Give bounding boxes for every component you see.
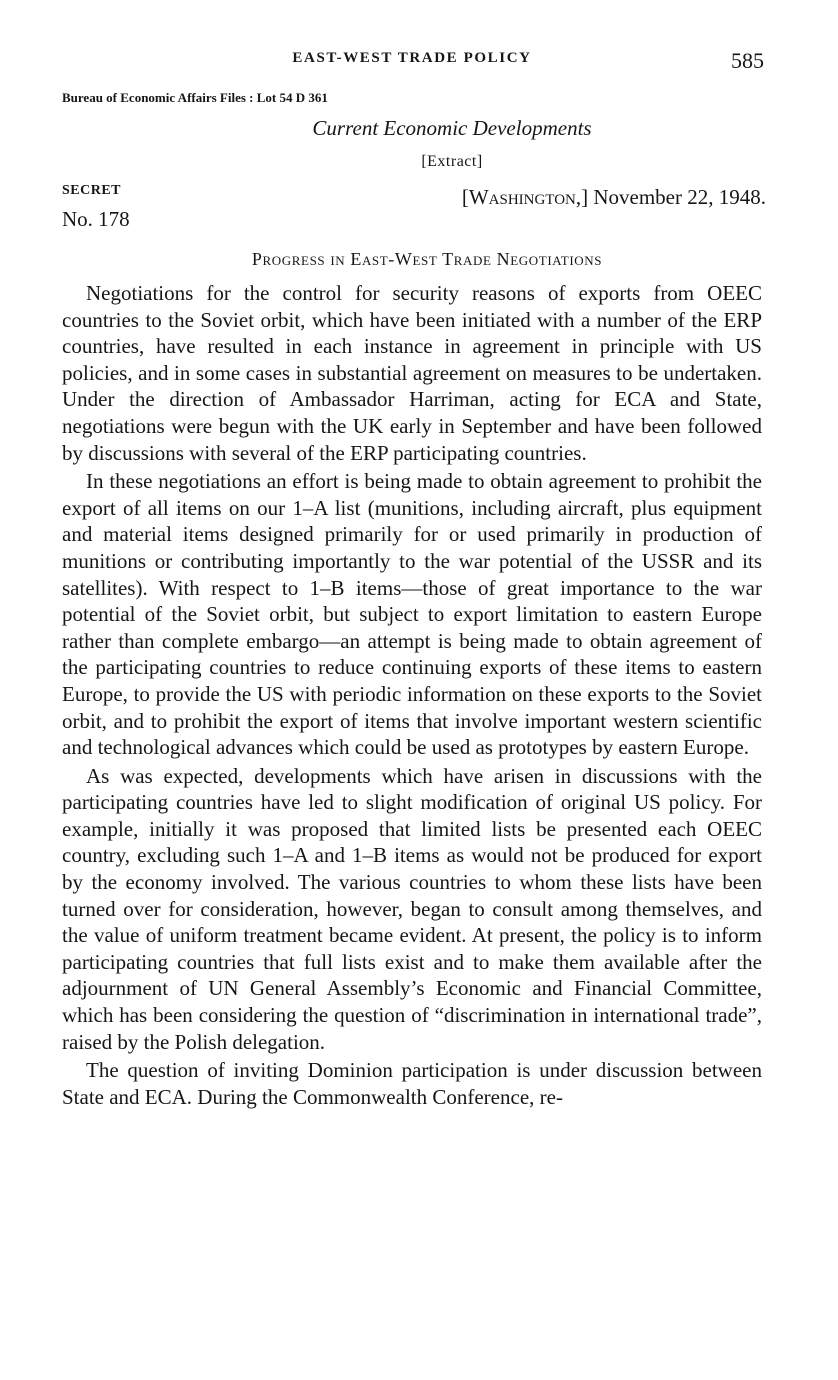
dateline-date: November 22, 1948. (593, 185, 766, 209)
page-number: 585 (731, 48, 764, 73)
classification-label: SECRET (62, 183, 122, 198)
paragraph: The question of inviting Dominion participation is under discussion between State and ECA. During the Commonwealth Conference, re- (62, 1058, 762, 1109)
paragraph: In these negotiations an effort is being made to obtain agreement to prohibit the export of all items on our 1–A list (munitions, including aircraft, plus equipment and material items designed primarily for or used primarily in production of munitions or contributing importantly to the war potential of the USSR and its satellites). With respect to 1–B items—those of great importance to the war potential of the Soviet orbit, but subject to export limitation to eastern Europe rather than complete embargo—an attempt is being made to obtain agreement of the participating countries to reduce continuing exports of these items to eastern Europe, to provide the US with periodic information on these exports to the Soviet orbit, and to prohibit the export of items that involve important western scientific and technological advances which could be used as prototypes by eastern Europe. (62, 469, 762, 760)
document-meta (62, 183, 766, 235)
paragraph: Negotiations for the control for security reasons of exports from OEEC countries to the Soviet orbit, which have been initiated with a number of the ERP countries, have resulted in each instance in agreement in principle with US policies, and in some cases in substantial agreement on measures to be undertaken. Under the direction of Ambassador Harriman, acting for ECA and State, negotiations were begun with the UK early in September and have been followed by discussions with several of the ERP participating countries. (62, 281, 762, 465)
dateline (462, 185, 766, 210)
paragraph: As was expected, developments which have arisen in discussions with the participating countries have led to slight modification of original US policy. For example, initially it was proposed that limited lists be presented each OEEC country, excluding such 1–A and 1–B items as would not be produced for export by the economy involved. The various countries to whom these lists have been turned over for consideration, however, began to consult among themselves, and the value of uniform treatment became evident. At present, the policy is to inform participating countries that full lists exist and to make them available after the adjournment of UN General Assembly’s Economic and Financial Committee, which has been considering the question of “discrimination in international trade”, raised by the Polish delegation. (62, 763, 762, 1054)
document-number: No. 178 (62, 207, 130, 231)
running-title: EAST-WEST TRADE POLICY (292, 50, 532, 66)
body-text (62, 280, 762, 1110)
file-reference: Bureau of Economic Affairs Files : Lot 54 D 361 (62, 90, 328, 105)
document-title: Current Economic Developments (312, 116, 592, 140)
extract-note: [Extract] (421, 153, 483, 170)
dateline-place: [Washington,] (461, 185, 589, 209)
running-header (62, 40, 762, 74)
document-page (62, 40, 766, 1112)
section-heading: Progress in East-West Trade Negotiations (251, 249, 603, 269)
